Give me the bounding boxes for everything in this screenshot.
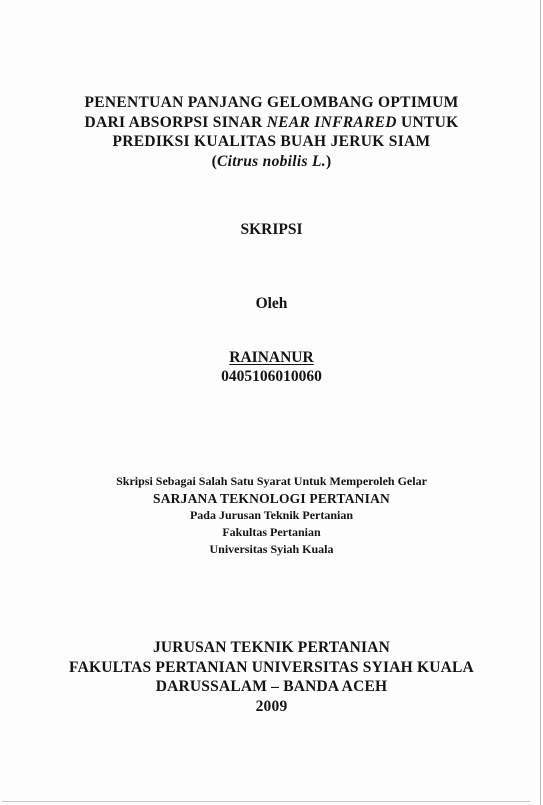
- location: DARUSSALAM – BANDA ACEH: [155, 678, 388, 695]
- title-line-1: PENENTUAN PANJANG GELOMBANG OPTIMUM: [84, 94, 459, 111]
- degree-name: SARJANA TEKNOLOGI PERTANIAN: [153, 491, 390, 506]
- title-line-3: PREDIKSI KUALITAS BUAH JERUK SIAM: [112, 133, 431, 150]
- title-line-2: [0, 113, 543, 133]
- faculty-name: FAKULTAS PERTANIAN UNIVERSITAS SYIAH KUALA: [69, 658, 474, 676]
- scientific-name: Citrus nobilis L.: [217, 152, 326, 170]
- purpose-faculty: Fakultas Pertanian: [222, 525, 321, 539]
- purpose-department: Pada Jurusan Teknik Pertanian: [189, 508, 354, 522]
- institution-block: [0, 638, 543, 716]
- year: 2009: [255, 697, 288, 715]
- thesis-title: [0, 93, 543, 171]
- title-line-2-suffix: UNTUK: [396, 113, 459, 131]
- title-line-4: [0, 152, 543, 172]
- department-name: JURUSAN TEKNIK PERTANIAN: [152, 639, 391, 656]
- title-line-4-open: (: [211, 152, 218, 170]
- title-line-2-italic: NEAR INFRARED: [266, 113, 397, 131]
- by-label: Oleh: [255, 295, 288, 312]
- author-name: RAINANUR: [229, 349, 314, 366]
- degree-purpose: [0, 473, 543, 558]
- title-line-4-close: ): [325, 152, 332, 170]
- scan-edge-bottom: [2, 801, 530, 802]
- student-id: 0405106010060: [221, 368, 322, 385]
- author-block: [0, 348, 543, 386]
- document-type: SKRIPSI: [240, 221, 303, 238]
- title-line-2-prefix: DARI ABSORPSI SINAR: [84, 113, 267, 131]
- scan-edge-right: [540, 0, 541, 805]
- purpose-university: Universitas Syiah Kuala: [209, 542, 334, 556]
- purpose-line-1: Skripsi Sebagai Salah Satu Syarat Untuk Memperoleh Gelar: [116, 474, 427, 488]
